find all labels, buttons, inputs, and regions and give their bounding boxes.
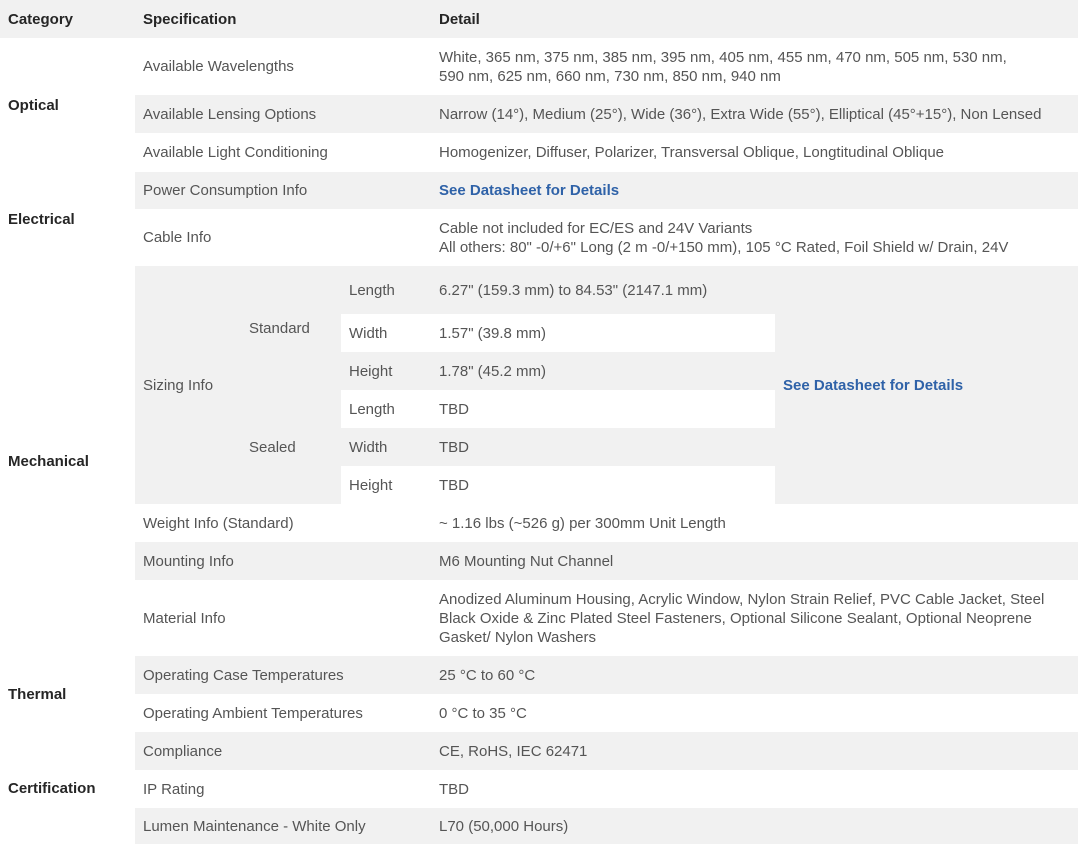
spec-ambient-temp-label: Operating Ambient Temperatures <box>143 704 363 722</box>
spec-weight-value: ~ 1.16 lbs (~526 g) per 300mm Unit Length <box>439 514 726 532</box>
category-mechanical: Mechanical <box>8 452 89 470</box>
spec-wavelengths-label: Available Wavelengths <box>143 58 294 75</box>
spec-wavelengths-value: White, 365 nm, 375 nm, 385 nm, 395 nm, 405 nm, 455 nm, 470 nm, 505 nm, 530 nm, 590 nm, 625 nm, 660 nm, 730 nm, 850 nm, 940 nm <box>439 48 1007 85</box>
sealed-height-label: Height <box>349 476 393 494</box>
spec-lensing-label: Available Lensing Options <box>135 95 431 133</box>
standard-width-value: 1.57" (39.8 mm) <box>439 324 547 342</box>
spec-material-label: Material Info <box>143 609 226 627</box>
standard-height-label: Height <box>341 352 431 390</box>
spec-conditioning-value: Homogenizer, Diffuser, Polarizer, Transversal Oblique, Longtitudinal Oblique <box>439 144 944 161</box>
sealed-width-label: Width <box>341 428 431 466</box>
spec-sizing-label: Sizing Info <box>135 266 241 504</box>
category-thermal: Thermal <box>8 685 67 703</box>
sizing-datasheet-link[interactable]: See Datasheet for Details <box>783 376 964 394</box>
sizing-standard-label: Standard <box>241 266 341 390</box>
sizing-datasheet-cell <box>775 266 1078 504</box>
sealed-length-label: Length <box>349 400 395 418</box>
spec-lumen-label: Lumen Maintenance - White Only <box>135 808 431 844</box>
spec-cable-label: Cable Info <box>143 229 212 246</box>
sealed-height-value: TBD <box>439 476 469 494</box>
standard-length-label: Length <box>341 266 431 314</box>
spec-mounting-label: Mounting Info <box>135 542 431 580</box>
standard-width-label: Width <box>349 324 388 342</box>
spec-material-value: Anodized Aluminum Housing, Acrylic Window, Nylon Strain Relief, PVC Cable Jacket, Steel Black Oxide & Zinc Plated Steel Fasteners, Optional Silicone Sealant, Optional Neoprene Gasket/ Nylon Washers <box>439 590 1045 646</box>
category-optical: Optical <box>8 96 59 114</box>
sealed-width-value: TBD <box>431 428 775 466</box>
spec-power-label: Power Consumption Info <box>135 172 431 209</box>
header-category: Category <box>0 0 135 38</box>
category-certification: Certification <box>8 779 96 797</box>
standard-length-value: 6.27" (159.3 mm) to 84.53" (2147.1 mm) <box>431 266 775 314</box>
spec-case-temp-label: Operating Case Temperatures <box>135 656 431 694</box>
spec-compliance-label: Compliance <box>135 732 431 770</box>
spec-power-value-cell <box>431 172 1078 209</box>
spec-conditioning-label: Available Light Conditioning <box>143 144 328 161</box>
spec-compliance-value: CE, RoHS, IEC 62471 <box>431 732 1078 770</box>
power-datasheet-link[interactable]: See Datasheet for Details <box>439 182 620 199</box>
sealed-length-value: TBD <box>439 400 469 418</box>
header-detail: Detail <box>431 0 1078 38</box>
sizing-sealed-label: Sealed <box>241 390 341 504</box>
spec-ambient-temp-value: 0 °C to 35 °C <box>439 704 527 722</box>
spec-ip-label: IP Rating <box>143 780 205 798</box>
spec-lumen-value: L70 (50,000 Hours) <box>431 808 1078 844</box>
standard-height-value: 1.78" (45.2 mm) <box>431 352 775 390</box>
spec-cable-value: Cable not included for EC/ES and 24V Variants All others: 80" -0/+6" Long (2 m -0/+150 mm), 105 °C Rated, Foil Shield w/ Drain, 24V <box>439 219 1009 256</box>
header-specification: Specification <box>135 0 431 38</box>
spec-mounting-value: M6 Mounting Nut Channel <box>431 542 1078 580</box>
spec-case-temp-value: 25 °C to 60 °C <box>431 656 1078 694</box>
spec-weight-label: Weight Info (Standard) <box>143 514 294 532</box>
spec-ip-value: TBD <box>439 780 469 798</box>
category-electrical: Electrical <box>8 210 75 228</box>
spec-lensing-value: Narrow (14°), Medium (25°), Wide (36°), Extra Wide (55°), Elliptical (45°+15°), Non Lensed <box>431 95 1078 133</box>
